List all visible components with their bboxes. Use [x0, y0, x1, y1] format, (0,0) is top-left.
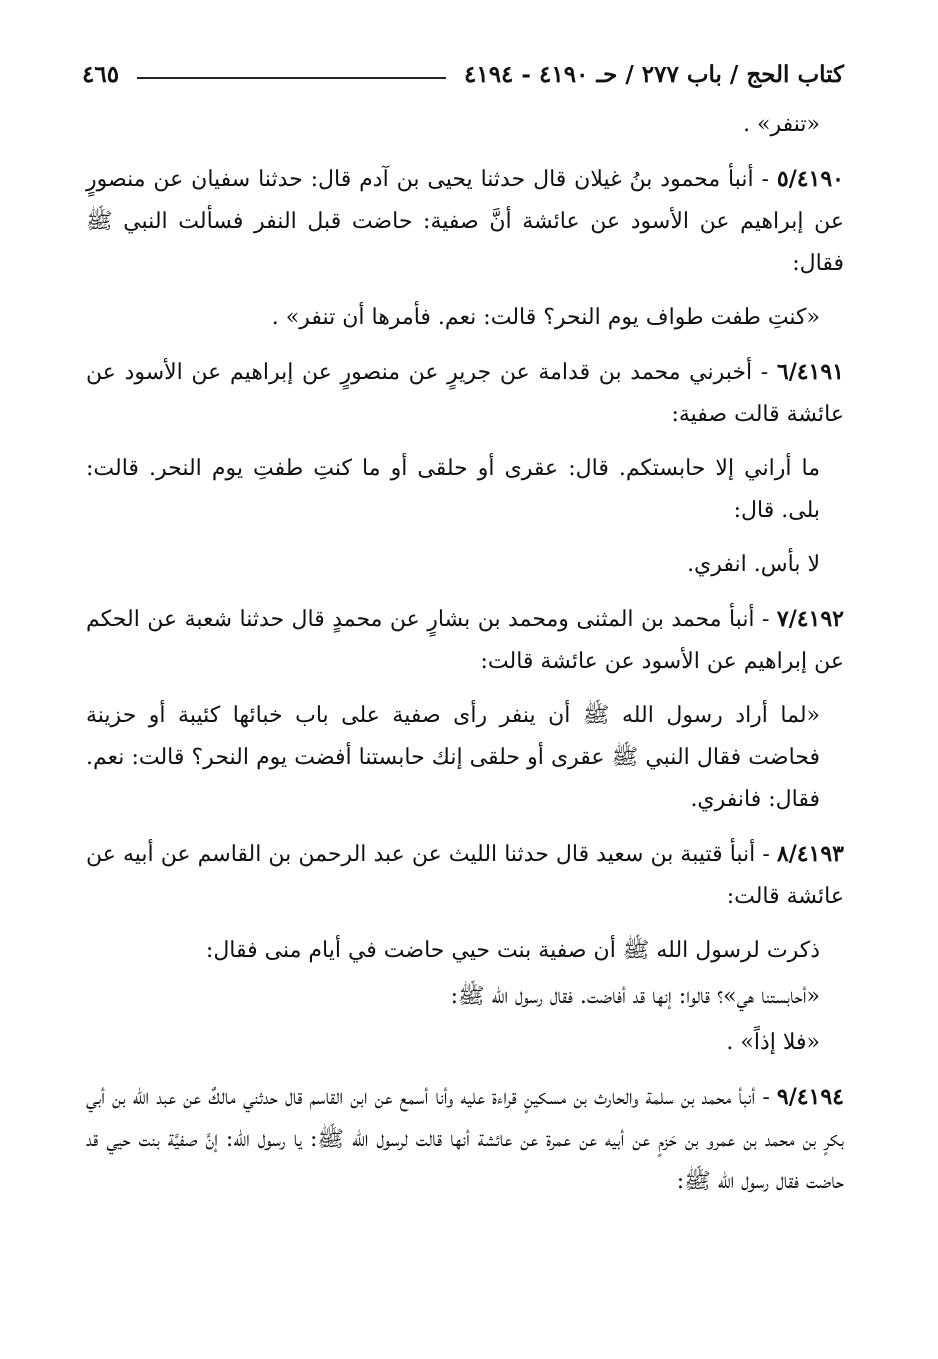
hadith-text: - أنبأ محمد بن سلمة والحارث بن مسكينٍ قراءة عليه وأنا أسمع عن ابن القاسم قال حدثني مالكٌ عن عبد الله بن أبي بكرٍ بن محمد بن عمرو بن حَزمٍ عن أبيه عن عمرة عن عائشة أنها قالت لرسول الله ﷺ: يا رسول الله: إنَّ صفيَّة بنت حيي قد حاضت فقال رسول الله ﷺ:	[86, 1085, 844, 1194]
hadith-number: ٨/٤١٩٣	[776, 841, 844, 867]
hadith-text: - أنبأ محمد بن المثنى ومحمد بن بشارٍ عن محمدٍ قال حدثنا شعبة عن الحكم عن إبراهيم عن الأسود عن عائشة قالت:	[86, 607, 844, 674]
paragraph-text: ما أراني إلا حابستكم. قال: عقرى أو حلقى أو ما كنتِ طفتِ يوم النحر. قالت: بلى. قال:	[86, 456, 820, 523]
paragraph-text: «فلا إذاً» .	[726, 1030, 820, 1055]
paragraph-6	[86, 544, 844, 586]
hadith-number: ٦/٤١٩١	[776, 359, 844, 385]
paragraph-text: ذكرت لرسول الله ﷺ أن صفية بنت حيي حاضت في أيام منى فقال:	[205, 938, 820, 963]
hadith-4194	[86, 1076, 844, 1203]
page-number: ٤٦٥	[82, 60, 120, 88]
page-body	[86, 104, 844, 1203]
hadith-4190	[86, 158, 844, 285]
hadith-4193	[86, 833, 844, 918]
paragraph-3	[86, 297, 844, 339]
paragraph-text: «كنتِ طفت طواف يوم النحر؟ قالت: نعم. فأمرها أن تنفر» .	[271, 305, 820, 330]
hadith-4192	[86, 598, 844, 683]
paragraph-5	[86, 448, 844, 532]
hadith-number: ٧/٤١٩٢	[776, 606, 844, 632]
running-header	[82, 54, 844, 94]
hadith-number: ٥/٤١٩٠	[776, 166, 844, 192]
header-title: كتاب الحج / باب ٢٧٧ / حـ ٤١٩٠ - ٤١٩٤	[464, 60, 844, 88]
paragraph-10	[86, 930, 844, 972]
paragraph-11	[86, 976, 844, 1018]
paragraph-text: «أحابستنا هي»؟ قالوا: إنها قد أفاضت. فقال رسول الله ﷺ:	[450, 984, 820, 1009]
paragraph-text: لا بأس. انفري.	[687, 552, 820, 577]
paragraph-text: «لما أراد رسول الله ﷺ أن ينفر رأى صفية على باب خبائها كئيبة أو حزينة فحاضت فقال النبي ﷺ عقرى أو حلقى إنك حابستنا أفضت يوم النحر؟ قالت: نعم. فقال: فانفري.	[86, 703, 820, 812]
hadith-text: - أخبرني محمد بن قدامة عن جريرٍ عن منصورٍ عن إبراهيم عن الأسود عن عائشة قالت صفية:	[86, 360, 844, 427]
hadith-text: - أنبأ محمود بنُ غيلان قال حدثنا يحيى بن آدم قال: حدثنا سفيان عن منصورٍ عن إبراهيم عن الأسود عن عائشة أنَّ صفية: حاضت قبل النفر فسألت النبي ﷺ فقال:	[86, 167, 844, 276]
hadith-4191	[86, 351, 844, 436]
paragraph-12	[86, 1022, 844, 1064]
paragraph-1	[86, 104, 844, 146]
hadith-text: - أنبأ قتيبة بن سعيد قال حدثنا الليث عن عبد الرحمن بن القاسم عن أبيه عن عائشة قالت:	[86, 842, 844, 909]
paragraph-8	[86, 695, 844, 821]
header-rule	[137, 77, 446, 79]
paragraph-text: «تنفر» .	[743, 112, 820, 137]
hadith-number: ٩/٤١٩٤	[776, 1084, 844, 1110]
